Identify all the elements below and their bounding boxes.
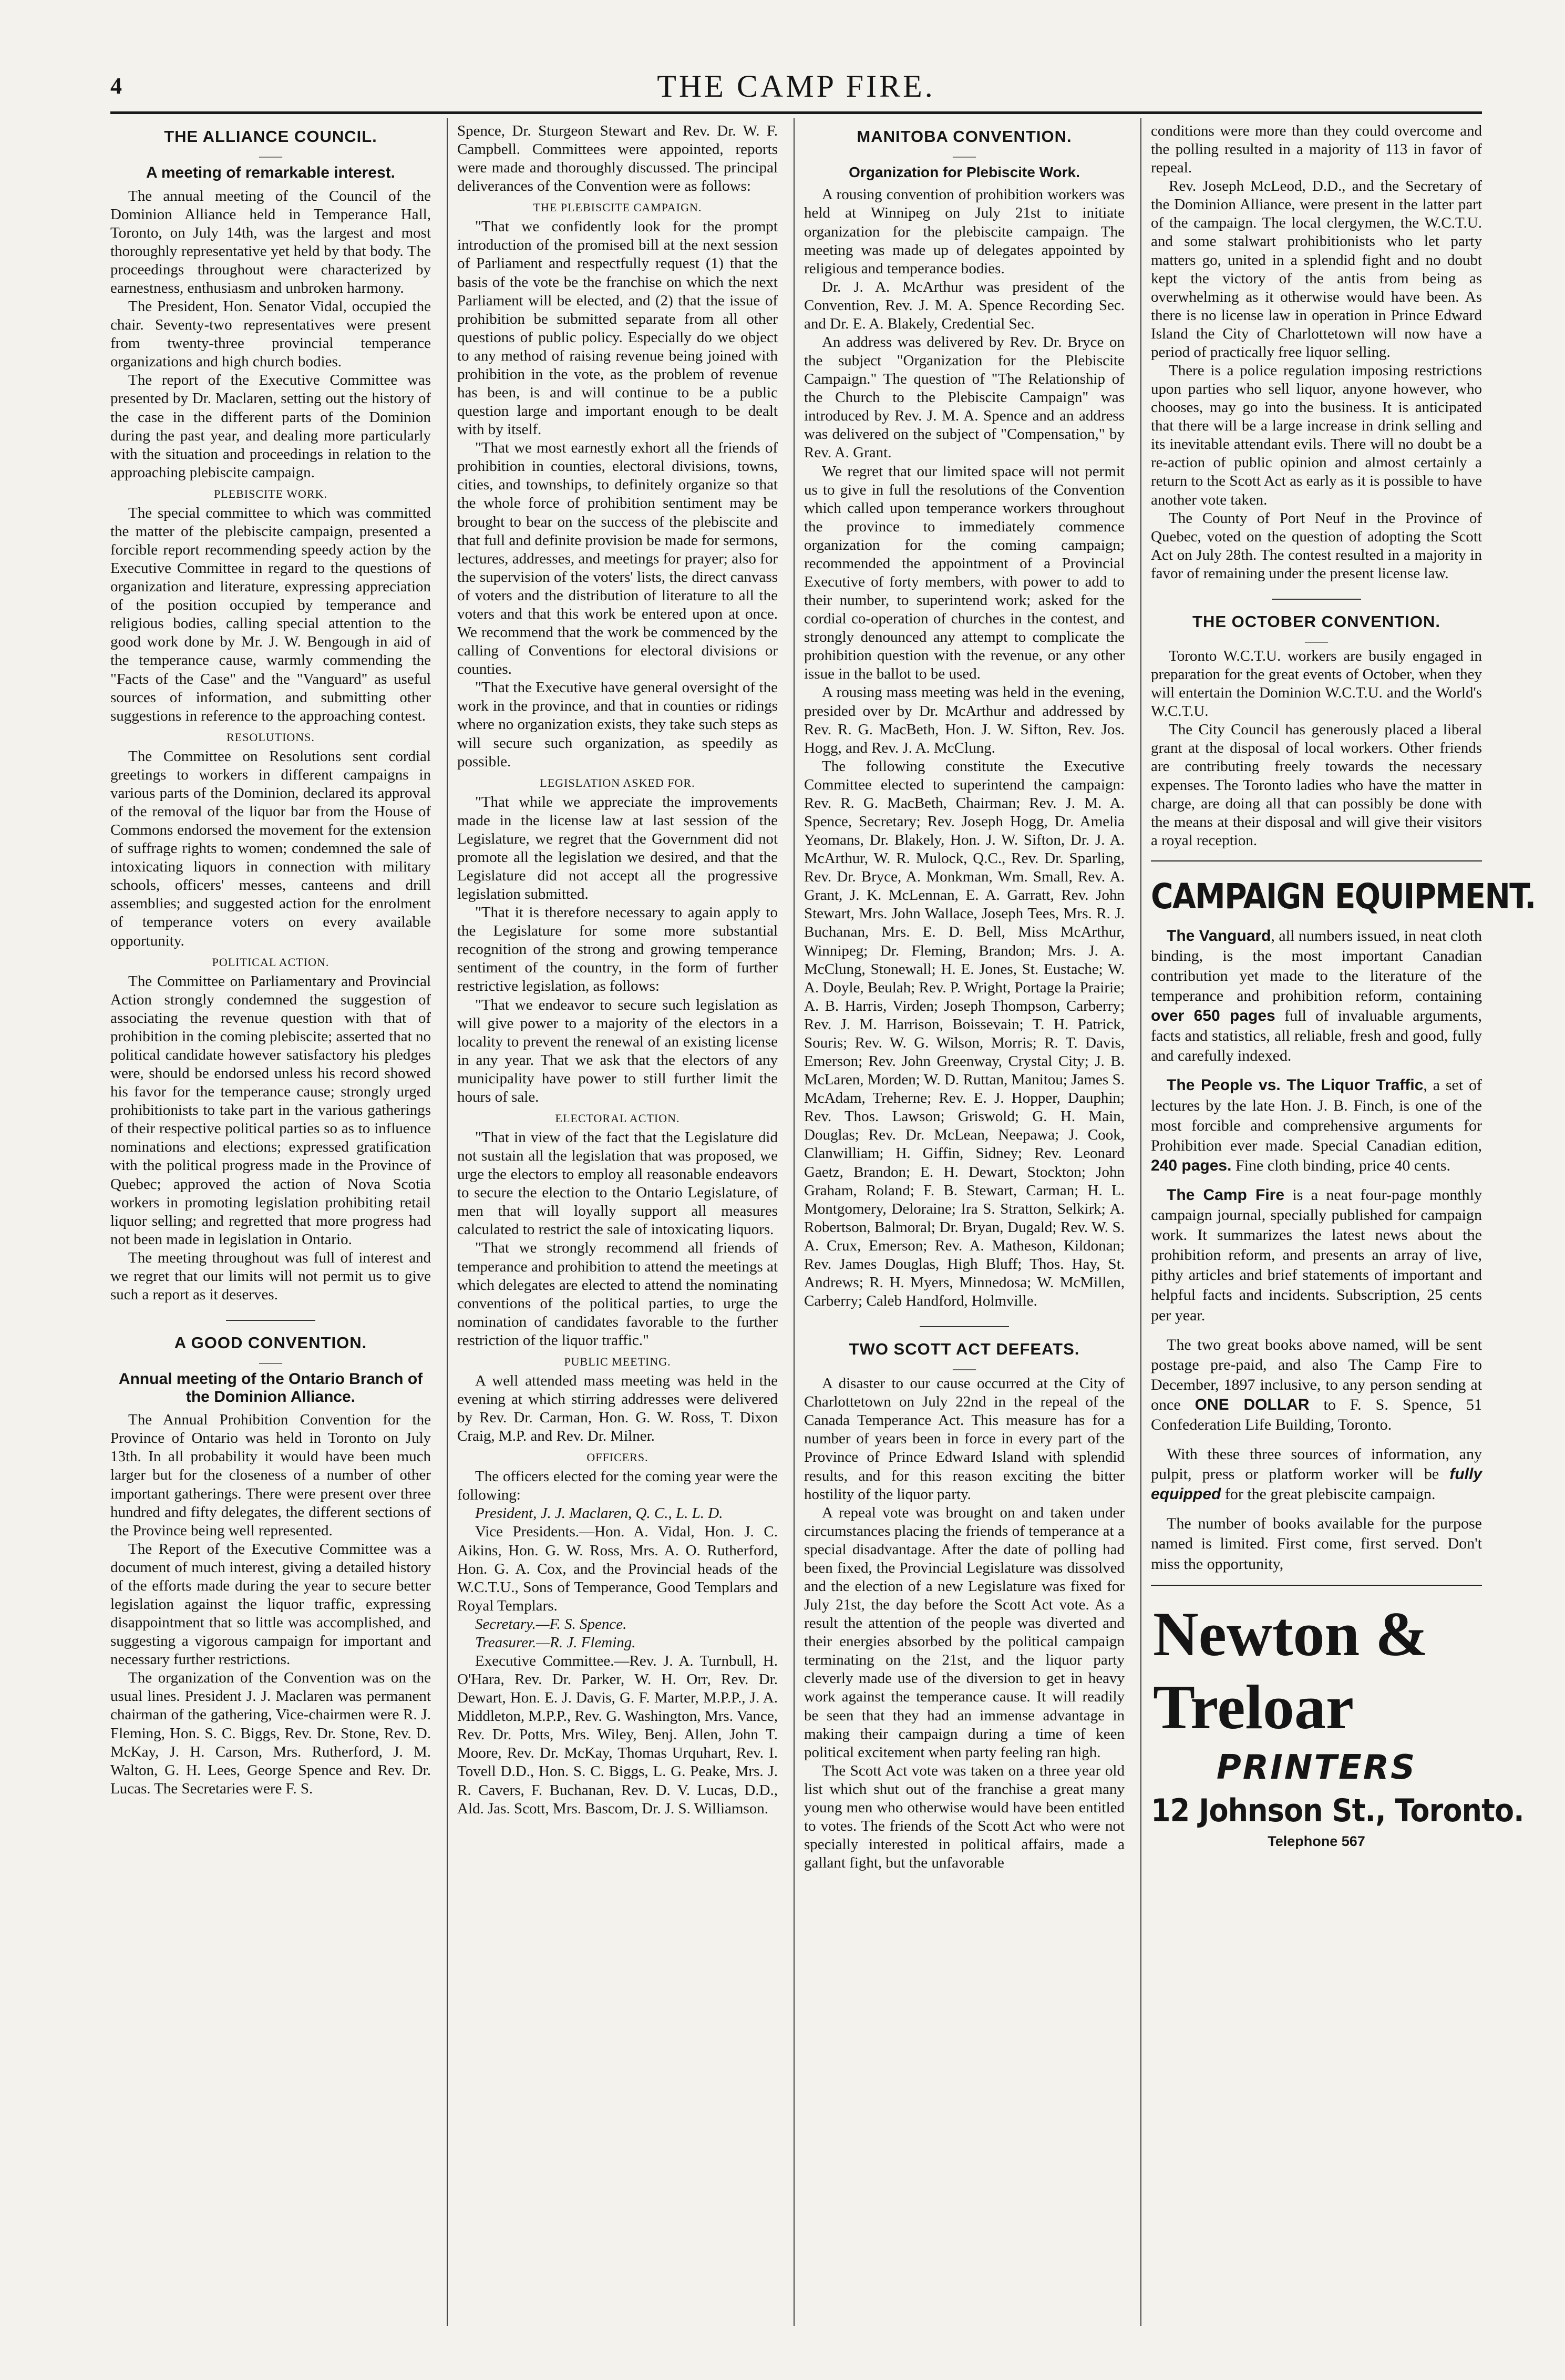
paragraph: "That the Executive have general oversight of the work in the province, and that in counties or ridings where no organization exists, they take such steps as will secure such organization, as speedily as possible. [457, 679, 778, 770]
paragraph: A well attended mass meeting was held in the evening at which stirring addresses were delivered by Rev. Dr. Carman, Hon. G. W. Ross, T. Dixon Craig, M.P. and Rev. Dr. Milner. [457, 1372, 778, 1445]
paragraph: There is a police regulation imposing restrictions upon parties who sell liquor, anyone however, who chooses, may go into the business. It is anticipated that there will be a large increase in drink selling and its inevitable attendant evils. There will no doubt be a re-action of public opinion and almost certainly a return to the Scott Act as early as it is possible to have another vote taken. [1151, 362, 1482, 508]
paragraph: The Report of the Executive Committee was a document of much interest, giving a detailed history of the efforts made during the year to secure better legislation against the liquor traffic, expressing disappointment that so little was accomplished, and suggesting a vigorous campaign for important and necessary further restrictions. [110, 1540, 431, 1668]
paragraph: "That it is therefore necessary to again apply to the Legislature for some more substantial recognition of the strong and growing temperance sentiment of the country, in the form of further restrictive legislation, as follows: [457, 904, 778, 995]
ad-title: CAMPAIGN EQUIPMENT. [1151, 876, 1536, 917]
paragraph: "That we most earnestly exhort all the friends of prohibition in counties, electoral divisions, towns, cities, and townships, to definitely organize so that the whole force of prohibition sentiment may be brought to bear on the success of the plebiscite and that full and definite provision be made for sermons, lectures, addresses, and meetings for prayer; also for the supervision of the voters' lists, the direct canvass of voters and the distribution of literature to all the voters and that this work be entered upon at once. We recommend that the work be commenced by the calling of Conventions for electoral divisions or counties. [457, 439, 778, 678]
paragraph: The Committee on Resolutions sent cordial greetings to workers in different campaigns in various parts of the Dominion, declared its approval of the removal of the liquor bar from the House of Commons endorsed the movement for the extension of suffrage rights to women; condemned the sale of intoxicating liquors in connection with military schools, officers' messes, canteens and drill assemblies; and suggested action for the enrolment of temperance voters on every available opportunity. [110, 747, 431, 949]
paragraph: "That we strongly recommend all friends of temperance and prohibition to attend the meetings at which delegates are elected to attend the nominating conventions of the political parties, to urge the nomination of candidates favorable to the further restriction of the liquor traffic." [457, 1239, 778, 1349]
paragraph: conditions were more than they could overcome and the polling resulted in a majority of 113 in favor of repeal. [1151, 122, 1482, 177]
paragraph: The Committee on Parliamentary and Provincial Action strongly condemned the suggestion of associating the revenue question with that of prohibition in the coming plebiscite; asserted that no political candidate however satisfactory his pledges were, should be endorsed unless his record showed his favor for the temperance cause; strongly urged prohibitionists to take part in the various gatherings of their respective political parties so as to influence nominations and elections; expressed gratification with the political progress made in the Province of Quebec; approved the action of Nova Scotia workers in promoting legislation prohibiting retail liquor selling; and regretted that more progress had not been made in legislation in Ontario. [110, 972, 431, 1248]
column-2 [457, 122, 778, 2330]
printer-address: 12 Johnson St., Toronto. [1151, 1792, 1524, 1829]
article-subheading: Organization for Plebiscite Work. [849, 164, 1080, 180]
section-heading: THE PLEBISCITE CAMPAIGN. [533, 201, 702, 214]
column-divider [447, 118, 448, 2326]
divider: —— [1305, 634, 1328, 648]
section-heading: LEGISLATION ASKED FOR. [540, 776, 695, 789]
paragraph: "That in view of the fact that the Legislature did not sustain all the legislation that was proposed, we urge the electors to employ all reasonable endeavors to secure the election to the Ontario Legislature, of men that will loyally support all measures calculated to restrict the sale of intoxicating liquors. [457, 1129, 778, 1238]
article-separator [920, 1326, 1009, 1327]
officer-secretary: Secretary.—F. S. Spence. [475, 1615, 627, 1633]
ad-book-title: The People vs. The Liquor Traffic [1167, 1076, 1424, 1094]
article-separator [1272, 599, 1361, 600]
column-divider [1140, 118, 1141, 2326]
ad-paragraph-equipped: With these three sources of information, any pulpit, press or platform worker will be fully equipped for the great plebiscite campaign. [1151, 1445, 1482, 1503]
divider: —— [259, 149, 282, 162]
paragraph: We regret that our limited space will not permit us to give in full the resolutions of the Convention which called upon temperance workers throughout the province to immediately commence organization for the coming campaign; recommended the appointment of a Provincial Executive of forty members, with power to add to their number, to superintend work; asked for the cordial co-operation of churches in the contest, and strongly denounced any attempt to complicate the prohibition question with the revenue, or any other issue in the ballot to be used. [804, 463, 1125, 683]
paragraph: The organization of the Convention was on the usual lines. President J. J. Maclaren was permanent chairman of the gathering, Vice-chairmen were R. J. Fleming, Hon. S. C. Biggs, Rev. Dr. Stone, Rev. D. McKay, J. H. Carson, Mrs. Rutherford, J. M. Walton, G. H. Lees, George Spence and Rev. Dr. Lucas. The Secretaries were F. S. [110, 1669, 431, 1797]
paragraph: "That we endeavor to secure such legislation as will give power to a majority of the electors in a locality to prevent the renewal of an existing license in any year. That we ask that the electors of any municipality have power to still further limit the hours of sale. [457, 996, 778, 1105]
paragraph: Toronto W.C.T.U. workers are busily engaged in preparation for the great events of October, when they will entertain the Dominion W.C.T.U. and the World's W.C.T.U. [1151, 647, 1482, 720]
printer-trade: PRINTERS [1216, 1748, 1417, 1787]
divider: —— [259, 1356, 282, 1369]
ad-book-title: The Vanguard [1167, 927, 1271, 945]
ad-journal-title: The Camp Fire [1167, 1186, 1285, 1204]
paragraph: A repeal vote was brought on and taken under circumstances placing the friends of temperance at a special disadvantage. After the date of polling had been fixed, the Provincial Legislature was dissolved and the election of a new Legislature was fixed for July 21st, the day before the Scott Act vote. As a result the attention of the people was diverted and their energies absorbed by the political campaign terminating on the 21st, and the liquor party cleverly made use of the diversion to get in heavy work against the temperance cause. It will readily be seen that they had an immense advantage in making their campaign during a time of keen political excitement when party feeling ran high. [804, 1504, 1125, 1761]
header-rule [110, 111, 1482, 114]
ad-paragraph-vanguard: The Vanguard, all numbers issued, in neat cloth binding, is the most important Canadian contribution yet made to the literature of the temperance and prohibition reform, containing over 650 pages full of invaluable arguments, facts and statistics, all reliable, fresh and good, fully and carefully indexed. [1151, 927, 1482, 1065]
paragraph: The special committee to which was committed the matter of the plebiscite campaign, presented a forcible report recommending speedy action by the Executive Committee in regard to the questions of organization and literature, expressing appreciation of the position occupied by temperance and religious bodies, calling special attention to the good work done by Mr. J. W. Bengough in aid of the temperance cause, warmly commending the "Facts of the Case" and the "Vanguard" as useful sources of information, and submitting other suggestions in reference to the approaching contest. [110, 504, 431, 724]
column-3 [804, 122, 1125, 2330]
paragraph: A disaster to our cause occurred at the City of Charlottetown on July 22nd in the repeal of the Canada Temperance Act. This measure has for a number of years been in force in every part of the Province of Prince Edward Island with splendid results, and for this reason exciting the bitter hostility of the liquor party. [804, 1375, 1125, 1503]
newspaper-title: THE CAMP FIRE. [657, 69, 935, 104]
paragraph: The Annual Prohibition Convention for the Province of Ontario was held in Toronto on July 13th. In all probability it would have been much larger but for the closeness of a number of other important gatherings. There were present over three hundred and fifty delegates, the different sections of the Province being well represented. [110, 1411, 431, 1539]
paragraph: The following constitute the Executive Committee elected to superintend the campaign: Rev. R. G. MacBeth, Chairman; Rev. J. M. A. Spence, Secretary; Rev. Joseph Hogg, Dr. Amelia Yeomans, Dr. Blakely, Hon. J. W. Sifton, Dr. J. A. McArthur, W. R. Mulock, Q.C., Rev. Dr. Sparling, Rev. Dr. Bryce, A. Monkman, Wm. Small, Rev. A. Grant, J. K. McLennan, E. A. Garratt, Rev. John Stewart, Mrs. John Wallace, Joseph Tees, Mrs. R. J. Buchanan, Mrs. E. D. Bell, Miss McArthur, Winnipeg; Dr. Fleming, Brandon; Mrs. J. A. McClung, Stonewall; H. E. Jones, St. Eustache; W. A. Doyle, Beulah; Rev. P. Wright, Portage la Prairie; A. B. Harris, Virden; Joseph Thompson, Carberry; Rev. J. M. Harrison, Boissevain; T. H. Patrick, Souris; Rev. W. G. Wilson, Morris; R. T. Davis, Emerson; Rev. John Greenway, Crystal City; J. B. McLaren, Morden; W. D. Ruttan, Manitou; James S. McAdam, Treherne; Rev. E. J. Hopper, Dauphin; Rev. Thos. Lawson; Griswold; G. H. Main, Douglas; Rev. Dr. McLean, Neepawa; J. Cook, Clanwilliam; H. Giffin, Sidney; Rev. Leonard Gaetz, Brandon; E. H. Dewart, Stockton; John Graham, Roland; F. B. Stewart, Carman; H. L. Montgomery, Deloraine; Ira S. Stratton, Selkirk; A. Robertson, Balmoral; Dr. Bryan, Dugald; Rev. W. S. A. Crux, Emerson; Rev. A. Matheson, Kildonan; Rev. James Douglas, High Bluff; Thos. Hay, St. Andrews; R. H. Myers, Minnedosa; W. McMillen, Carberry; Caleb Handford, Holmville. [804, 757, 1125, 1310]
ad-paragraph-people: The People vs. The Liquor Traffic, a set of lectures by the late Hon. J. B. Finch, is one of the most forcible and comprehensive arguments for Prohibition ever made. Special Canadian edition, 240 pages. Fine cloth binding, price 40 cents. [1151, 1076, 1482, 1174]
article-heading-manitoba-convention: MANITOBA CONVENTION. [857, 127, 1072, 146]
article-subheading: A meeting of remarkable interest. [146, 164, 396, 181]
paragraph: The County of Port Neuf in the Province of Quebec, voted on the question of adopting the Scott Act on July 28th. The contest resulted in a majority in favor of remaining under the present license law. [1151, 509, 1482, 582]
paragraph: The Scott Act vote was taken on a three year old list which shut out of the franchise a great many young men who otherwise would have been entitled to votes. The friends of the Scott Act who were not specially interested in political affairs, made a gallant fight, but the unfavorable [804, 1762, 1125, 1872]
paragraph: "That we confidently look for the prompt introduction of the promised bill at the next session of Parliament and respectfully request (1) that the basis of the vote be the franchise on which the next Parliament will be elected, and (2) that the issue of prohibition be submitted separate from all other questions of public policy. Especially do we object to any method of raising revenue being joined with prohibition in the vote, as the problem of revenue has been, is and will continue to be a public question large and important enough to be dealt with by itself. [457, 218, 778, 438]
page-header [110, 68, 1482, 105]
article-heading-alliance-council: THE ALLIANCE COUNCIL. [164, 127, 377, 146]
printer-telephone: Telephone 567 [1268, 1833, 1365, 1849]
officer-vice-presidents: Vice Presidents.—Hon. A. Vidal, Hon. J. C. Aikins, Hon. G. W. Ross, Mrs. A. O. Rutherford, Hon. G. A. Cox, and the Provincial heads of the W.C.T.U., Sons of Temperance, Good Templars and Royal Templars. [457, 1523, 778, 1614]
paragraph: A rousing convention of prohibition workers was held at Winnipeg on July 21st to initiate organization for the plebiscite campaign. The meeting was made up of delegates appointed by religious and temperance bodies. [804, 186, 1125, 277]
ad-paragraph-offer: The two great books above named, will be sent postage pre-paid, and also The Camp Fire to December, 1897 inclusive, to any person sending at once ONE DOLLAR to F. S. Spence, 51 Confederation Life Building, Toronto. [1151, 1336, 1482, 1433]
paragraph: The meeting throughout was full of interest and we regret that our limits will not permit us to give such a report as it deserves. [110, 1249, 431, 1303]
paragraph: The City Council has generously placed a liberal grant at the disposal of local workers. Other friends are contributing freely towards the necessary expenses. The Toronto ladies who have the matter in charge, are doing all that can possibly be done with the means at their disposal and will give their visitors a royal reception. [1151, 721, 1482, 849]
paragraph: The President, Hon. Senator Vidal, occupied the chair. Seventy-two representatives were present from twenty-three provincial temperance organizations and high church bodies. [110, 298, 431, 371]
paragraph: The report of the Executive Committee was presented by Dr. Maclaren, setting out the history of the case in the different parts of the Dominion during the past year, and dealing more particularly with the situation and proceedings in relation to the approaching plebiscite campaign. [110, 372, 431, 481]
printer-name-line2: Treloar [1153, 1672, 1354, 1742]
article-heading-october-convention: THE OCTOBER CONVENTION. [1192, 612, 1440, 631]
paragraph: Dr. J. A. McArthur was president of the Convention, Rev. J. M. A. Spence Recording Sec. and Dr. E. A. Blakely, Credential Sec. [804, 278, 1125, 332]
paragraph: An address was delivered by Rev. Dr. Bryce on the subject "Organization for the Plebiscite Campaign." The question of "The Relationship of the Church to the Plebiscite Campaign" was introduced by Rev. J. M. A. Spence and an address was delivered on the subject of "Compensation," by Rev. A. Grant. [804, 333, 1125, 461]
ad-paragraph-camp-fire: The Camp Fire is a neat four-page monthly campaign journal, specially published for campaign work. It summarizes the latest news about the prohibition reform, and presents an array of live, pithy articles and brief statements of important and helpful facts and incidents. Subscription, 25 cents per year. [1151, 1186, 1482, 1324]
page-number: 4 [110, 73, 122, 99]
paragraph: "That while we appreciate the improvements made in the license law at last session of the Legislature, we regret that the Government did not promote all the legislation we desired, and that the Legislature did not accept all the progressive legislation submitted. [457, 793, 778, 903]
officer-president: President, J. J. Maclaren, Q. C., L. L. D. [475, 1505, 723, 1522]
column-4 [1151, 122, 1536, 2330]
section-heading: POLITICAL ACTION. [212, 955, 330, 969]
divider: —— [953, 149, 976, 162]
printer-name-line1: Newton & [1153, 1598, 1428, 1669]
section-heading: PUBLIC MEETING. [564, 1355, 671, 1368]
section-heading: RESOLUTIONS. [226, 730, 315, 744]
officer-executive-committee: Executive Committee.—Rev. J. A. Turnbull, H. O'Hara, Rev. Dr. Parker, W. H. Orr, Rev. Dr. Dewart, Hon. E. J. Davis, G. F. Marter, M.P.P., J. A. Middleton, M.P.P., Rev. G. Washington, Mrs. Vance, Rev. Dr. Potts, Mrs. Wiley, Benj. Allen, John T. Moore, Rev. Dr. McKay, Thomas Urquhart, Rev. I. Tovell D.D., Hon. S. C. Biggs, L. G. Peake, Mrs. J. R. Cavers, F. Buchanan, Rev. D. V. Lucas, D.D., Ald. Jas. Scott, Mrs. Bascom, Dr. J. S. Williamson. [457, 1653, 778, 1817]
article-heading-two-scott-act-defeats: TWO SCOTT ACT DEFEATS. [849, 1340, 1080, 1359]
column-1 [110, 122, 431, 2330]
section-heading: PLEBISCITE WORK. [213, 487, 328, 500]
ad-paragraph-limited: The number of books available for the purpose named is limited. First come, first served. Don't miss the opportunity, [1151, 1515, 1482, 1573]
paragraph: Rev. Joseph McLeod, D.D., and the Secretary of the Dominion Alliance, were present in the latter part of the campaign. The local clergymen, the W.C.T.U. and some stalwart prohibitionists who let party matters go, united in a splendid fight and no doubt kept the victory of the antis from being as overwhelming as it otherwise would have been. As there is no license law in operation in Prince Edward Island the City of Charlottetown will now have a period of practically free liquor selling. [1151, 178, 1482, 361]
section-heading: ELECTORAL ACTION. [555, 1111, 680, 1125]
divider: —— [953, 1362, 976, 1376]
section-heading: OFFICERS. [586, 1451, 648, 1464]
article-heading-good-convention: A GOOD CONVENTION. [174, 1333, 367, 1352]
column-divider [794, 118, 795, 2326]
paragraph: The officers elected for the coming year were the following: [457, 1468, 778, 1504]
campaign-equipment-advertisement [1151, 860, 1536, 1574]
paragraph: A rousing mass meeting was held in the evening, presided over by Dr. McArthur and addressed by Rev. R. G. MacBeth, Hon. J. W. Sifton, Rev. Jos. Hogg, and Rev. J. A. McClung. [804, 684, 1125, 756]
paragraph: The annual meeting of the Council of the Dominion Alliance held in Temperance Hall, Toronto, on July 14th, was the largest and most thoroughly representative yet held by that body. The proceedings throughout were characterized by earnestness, enthusiasm and unbroken harmony. [110, 187, 431, 296]
paragraph: Spence, Dr. Sturgeon Stewart and Rev. Dr. W. F. Campbell. Committees were appointed, reports were made and thoroughly discussed. The principal deliverances of the Convention were as follows: [457, 122, 778, 195]
article-subheading: Annual meeting of the Ontario Branch of the Dominion Alliance. [118, 1370, 423, 1406]
article-separator [226, 1320, 315, 1321]
printer-advertisement [1151, 1585, 1524, 1850]
officer-treasurer: Treasurer.—R. J. Fleming. [475, 1634, 636, 1651]
